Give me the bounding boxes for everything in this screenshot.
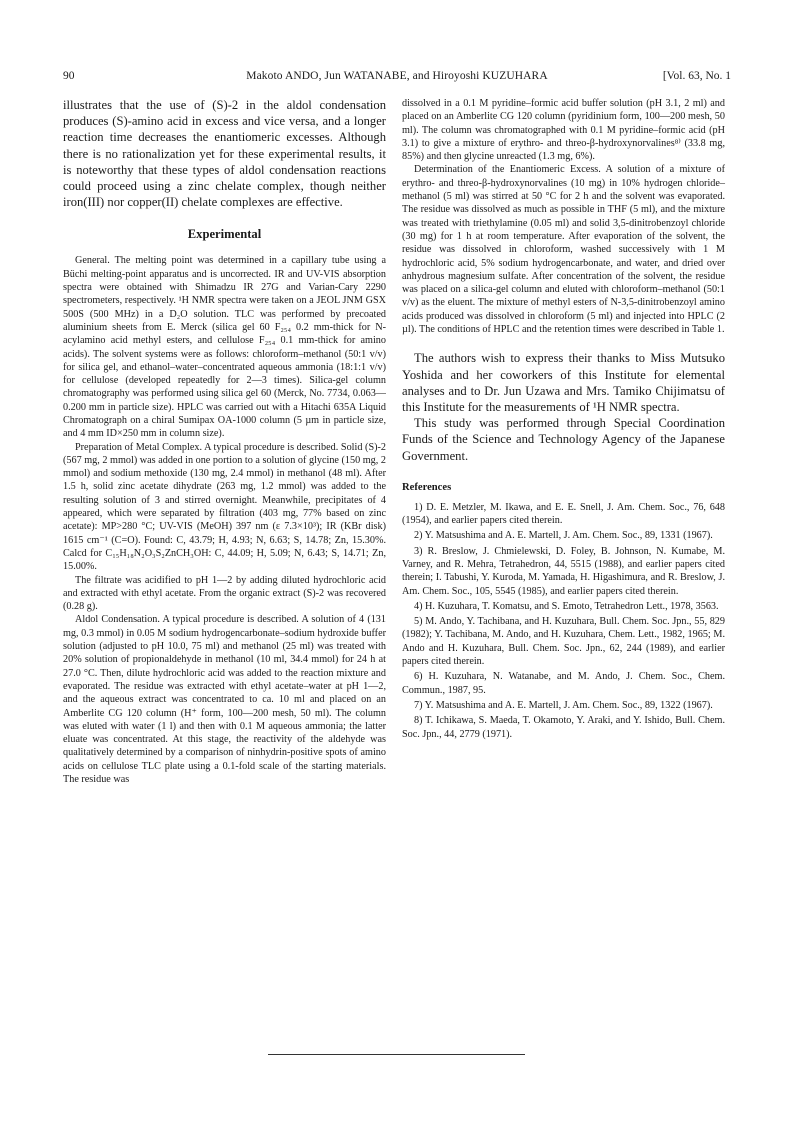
- general-paragraph: General. The melting point was determined in a capillary tube using a Büchi melting-point apparatus and is uncorrected. IR and UV-VIS absorption spectra were obtained with Shimadzu IR 27G and Varian-Cary 2290 spectrometers, respectively. ¹H NMR spectra were taken on a JEOL JNM GSX 500S (500 MHz) in a D₂O solution. TLC was performed by precoated aluminium sheets from E. Merck (silica gel 60 F₂₅₄ 0.2 mm-thick for N-acylamino acid methyl esters, and cellulose F₂₅₄ 0.1 mm-thick for amino acids). The solvent systems were as follows: chloroform–methanol (50:1 v/v) for silica gel, and ethanol–water–concentrated aqueous ammonia (18:1:1 v/v) for cellulose (developed repeatedly for 2—3 times). Silica-gel column chromatography was performed using silica gel 60 (Merck, No. 7734, 0.063—0.200 mm in particle size). HPLC was carried out with a Hitachi 635A Liquid Chromatograph on a chiral Sumipax OA-1000 column (5 µm in particle size, and 4 mm ID×250 mm in column size).: [63, 255, 386, 440]
- reference-item: 1) D. E. Metzler, M. Ikawa, and E. E. Snell, J. Am. Chem. Soc., 76, 648 (1954), and earlier papers cited therein.: [402, 501, 725, 527]
- continued-paragraph: dissolved in a 0.1 M pyridine–formic acid buffer solution (pH 3.1, 2 ml) and placed on an Amberlite CG 120 column (pyridinium form, 100—200 mesh, 50 ml). The column was chromatographed with 0.1 M pyridine–formic acid (pH 3.1) to give a mixture of erythro- and threo-β-hydroxynorvalines⁸⁾ (33.8 mg, 85%) and then glycine unreacted (1.3 mg, 6%).: [402, 98, 725, 163]
- aldol-paragraph: Aldol Condensation. A typical procedure is described. A solution of 4 (131 mg, 0.3 mmol) in 0.05 M sodium hydrogencarbonate–sodium hydroxide buffer solution (adjusted to pH 10.0, 75 ml) and methanol (25 ml) was treated with 20% solution of propionaldehyde in methanol (10 ml, 34.4 mmol) for 24 h at 27.0 °C. Then, dilute hydrochloric acid was added to the reaction mixture and evaporated. The residue was extracted with ethyl acetate–water at pH 1—2, and the aqueous extract was concentrated to ca. 10 ml and placed on an Amberlite CG 120 column (H⁺ form, 100—200 mesh, 50 ml). The column was eluted with water (1 l) and then with 0.1 M aqueous ammonia; the latter eluate was concentrated. At this stage, the reactivity of the aldehyde was qualitatively determined by a comparison of ninhydrin-positive spots of amino acids on cellulose TLC plate using a 0.1-fold scale of the starting materials. The residue was: [63, 614, 386, 785]
- reference-item: 7) Y. Matsushima and A. E. Martell, J. Am. Chem. Soc., 89, 1322 (1967).: [414, 699, 713, 711]
- reference-list: [402, 501, 725, 741]
- reference-item: 4) H. Kuzuhara, T. Komatsu, and S. Emoto, Tetrahedron Lett., 1978, 3563.: [414, 600, 719, 612]
- right-column: [402, 97, 725, 743]
- running-header: [63, 70, 731, 86]
- reference-item: 2) Y. Matsushima and A. E. Martell, J. Am. Chem. Soc., 89, 1331 (1967).: [414, 530, 713, 542]
- reference-item: 8) T. Ichikawa, S. Maeda, T. Okamoto, Y. Araki, and Y. Ishido, Bull. Chem. Soc. Jpn., 44, 2779 (1971).: [402, 715, 725, 740]
- intro-paragraph: illustrates that the use of (S)-2 in the aldol condensation produces (S)-amino acid in excess and vice versa, and a longer reaction time decreases the enantiomeric excesses. Although there is no rationalization yet for these experimental results, it is noteworthy that these types of aldol condensation reactions could proceed using a zinc chelate complex, though neither iron(III) nor copper(II) chelate complexes are effective.: [63, 98, 386, 210]
- acknowledgment-paragraph: The authors wish to express their thanks to Miss Mutsuko Yoshida and her coworkers of this Institute for elemental analyses and to Dr. Jun Uzawa and Mrs. Tamiko Chijimatsu of this Institute for the measurements of ¹H NMR spectra.: [402, 351, 725, 414]
- footer-rule: [268, 1054, 525, 1055]
- volume-label: [Vol. 63, No. 1: [662, 70, 731, 82]
- reference-item: 6) H. Kuzuhara, N. Watanabe, and M. Ando, J. Chem. Soc., Chem. Commun., 1987, 95.: [402, 671, 725, 696]
- left-column: [63, 97, 386, 786]
- reference-item: 3) R. Breslow, J. Chmielewski, D. Foley, B. Johnson, N. Kumabe, M. Varney, and R. Mehra, Tetrahedron, 44, 5515 (1988), and earlier papers cited therein; I. Tabushi, Y. Kuroda, M. Yamada, H. Higashimura, and R. Breslow, J. Am. Chem. Soc., 105, 5545 (1985), and earlier papers cited therein.: [402, 545, 725, 597]
- running-authors: Makoto ANDO, Jun WATANABE, and Hiroyoshi KUZUHARA: [246, 70, 548, 82]
- metal-complex-paragraph: Preparation of Metal Complex. A typical procedure is described. Solid (S)-2 (567 mg, 2 mmol) was added in one portion to a solution of glycine (150 mg, 2 mmol) and sodium methoxide (130 mg, 2.4 mmol) in methanol (48 ml). After 1.5 h, solid zinc acetate dihydrate (263 mg, 1.2 mmol) was added to the resulting solution of 3 and stirred overnight. Meanwhile, precipitates of 4 appeared, which were separated by filtration (403 mg, 77% based on zinc acetate): MP>280 °C; UV-VIS (MeOH) 397 nm (ε 7.3×10³); IR (KBr disk) 1615 cm⁻¹ (C=O). Found: C, 43.79; H, 4.93; N, 6.63; S, 14.78; Zn, 15.30%. Calcd for C₁₅H₁₈N₂O₃S₂ZnCH₃OH: C, 44.09; H, 5.09; N, 6.43; S, 14.71; Zn, 15.00%.: [63, 441, 386, 573]
- filtrate-paragraph: The filtrate was acidified to pH 1—2 by adding diluted hydrochloric acid and extracted with ethyl acetate. From the organic extract (S)-2 was recovered (0.28 g).: [63, 574, 386, 613]
- page-number: 90: [63, 70, 75, 82]
- funding-paragraph: This study was performed through Special Coordination Funds of the Science and Technology Agency of the Japanese Government.: [402, 416, 725, 463]
- reference-item: 5) M. Ando, Y. Tachibana, and H. Kuzuhara, Bull. Chem. Soc. Jpn., 55, 829 (1982); Y. Tachibana, M. Ando, and H. Kuzuhara, Chem. Lett., 1982, 1965; M. Ando and H. Kuzuhara, Bull. Chem. Soc. Jpn., 62, 244 (1989), and earlier papers cited therein.: [402, 616, 725, 668]
- experimental-heading: Experimental: [187, 227, 262, 242]
- ee-paragraph: Determination of the Enantiomeric Excess. A solution of a mixture of erythro- and threo-β-hydroxynorvalines (10 mg) in 10% hydrogen chloride–methanol (5 ml) was stirred at 50 °C for 2 h and the solvent was evaporated. The residue was dissolved as much as possible in THF (5 ml), and the mixture was treated with triethylamine (0.05 ml) and solid 3,5-dinitrobenzoyl chloride (30 mg) for 1 h at room temperature. After evaporation of the solvent, the residue was dissolved in chloroform, washed successively with 1 M hydrochloric acid, 5% sodium hydrogencarbonate, and water, and dried over anhydrous magnesium sulfate. After concentration of the solvent, the residue was placed on a silica-gel column and eluted with chloroform–methanol (50:1 v/v) as the eluent. The mixture of methyl esters of N-3,5-dinitrobenzoyl amino acids produced was dissolved in chloroform (5 ml) and injected into HPLC (2 µl). The conditions of HPLC and the retention times were described in Table 1.: [402, 164, 725, 336]
- references-heading: References: [402, 481, 452, 493]
